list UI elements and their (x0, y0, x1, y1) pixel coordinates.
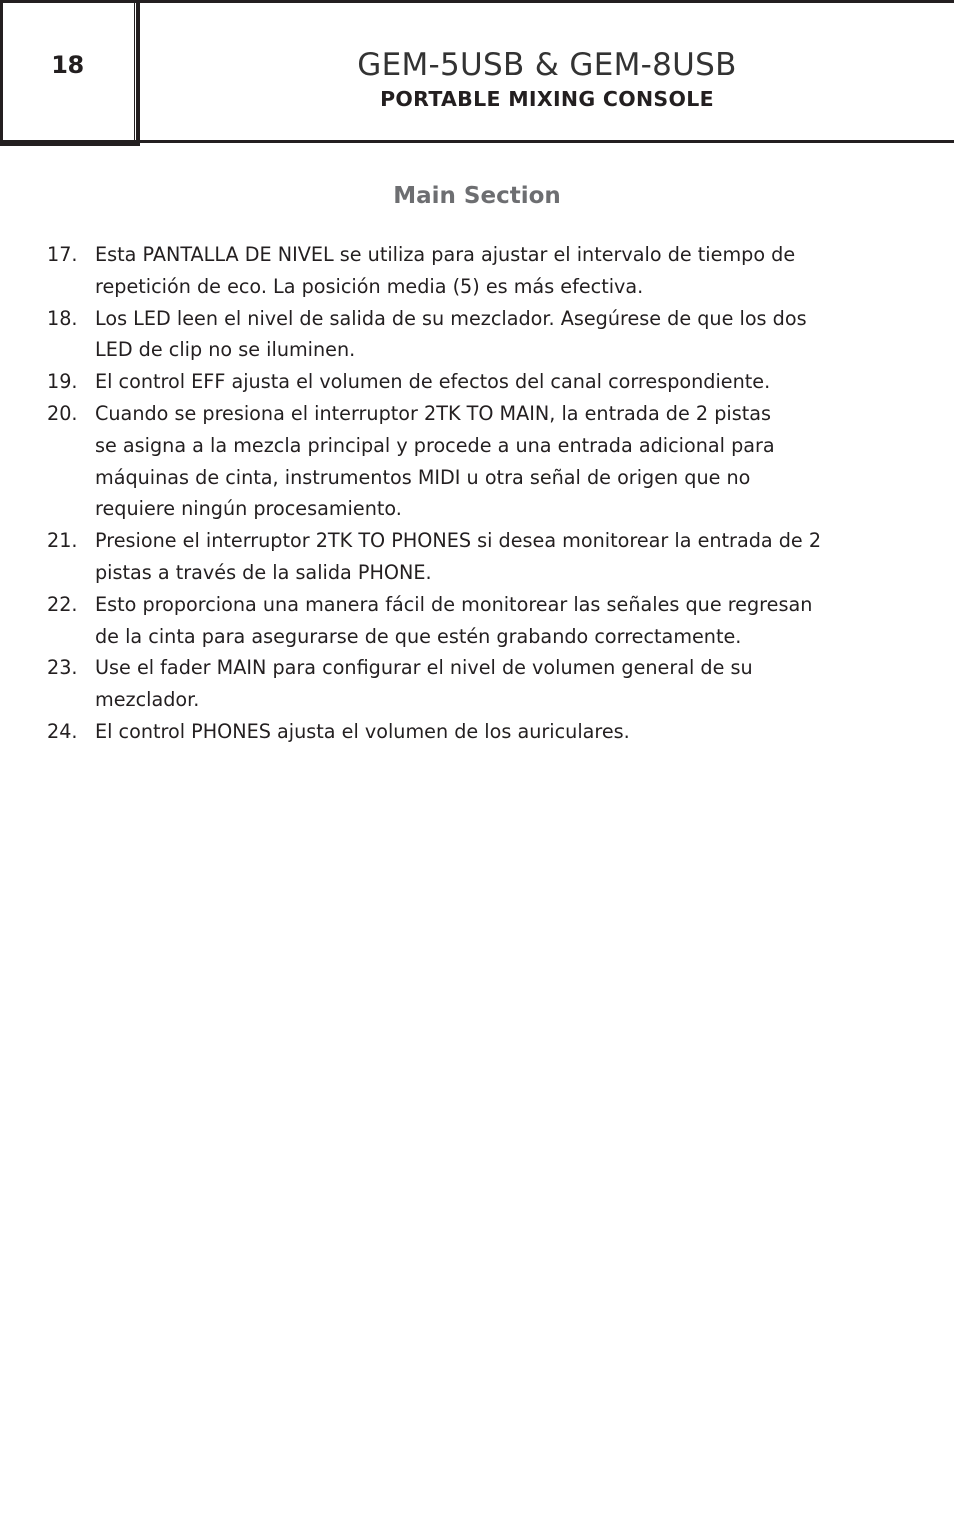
list-item-text: Los LED leen el nivel de salida de su mezclador. Asegúrese de que los dos LED de clip no se iluminen. (95, 306, 807, 362)
page-header (0, 0, 954, 143)
section-title: Main Section (393, 183, 561, 209)
list-item (0, 303, 954, 367)
list-item (0, 525, 954, 589)
page-number-box (0, 0, 140, 146)
list-item (0, 589, 954, 653)
list-item (0, 398, 954, 525)
list-item-text: El control PHONES ajusta el volumen de los auriculares. (95, 719, 630, 743)
list-item-text: Use el fader MAIN para configurar el nivel de volumen general de su mezclador. (95, 656, 753, 712)
list-item (0, 716, 954, 748)
list-item-number: 17. (47, 243, 78, 266)
document-subtitle: PORTABLE MIXING CONSOLE (380, 87, 714, 111)
page-number: 18 (51, 51, 84, 79)
list-item-number: 22. (47, 592, 78, 616)
list-item-number: 20. (47, 401, 78, 425)
list-item-number: 21. (47, 529, 78, 553)
list-item-text: Presione el interruptor 2TK TO PHONES si desea monitorear la entrada de 2 pistas a través de la salida PHONE. (95, 529, 822, 584)
list-item-text: Esta PANTALLA DE NIVEL se utiliza para ajustar el intervalo de tiempo de repetición de eco. La posición media (5) es más efectiva. (95, 243, 796, 298)
list-item (0, 652, 954, 716)
list-item-number: 19. (47, 370, 78, 394)
list-item (0, 239, 954, 303)
numbered-list (0, 239, 954, 748)
list-item-text: Cuando se presiona el interruptor 2TK TO MAIN, la entrada de 2 pistas se asigna a la mezcla principal y procede a una entrada adicional para máquinas de cinta, instrumentos MIDI u otra señal de origen que no requiere ningún procesamiento. (95, 401, 775, 521)
list-item-number: 24. (47, 719, 78, 743)
list-item-number: 23. (47, 656, 78, 680)
list-item (0, 366, 954, 398)
list-item-text: Esto proporciona una manera fácil de monitorear las señales que regresan de la cinta para asegurarse de que estén grabando correctamente. (95, 592, 813, 648)
document-title: GEM-5USB & GEM-8USB (357, 47, 737, 83)
list-item-number: 18. (47, 306, 78, 330)
list-item-text: El control EFF ajusta el volumen de efectos del canal correspondiente. (95, 370, 771, 394)
